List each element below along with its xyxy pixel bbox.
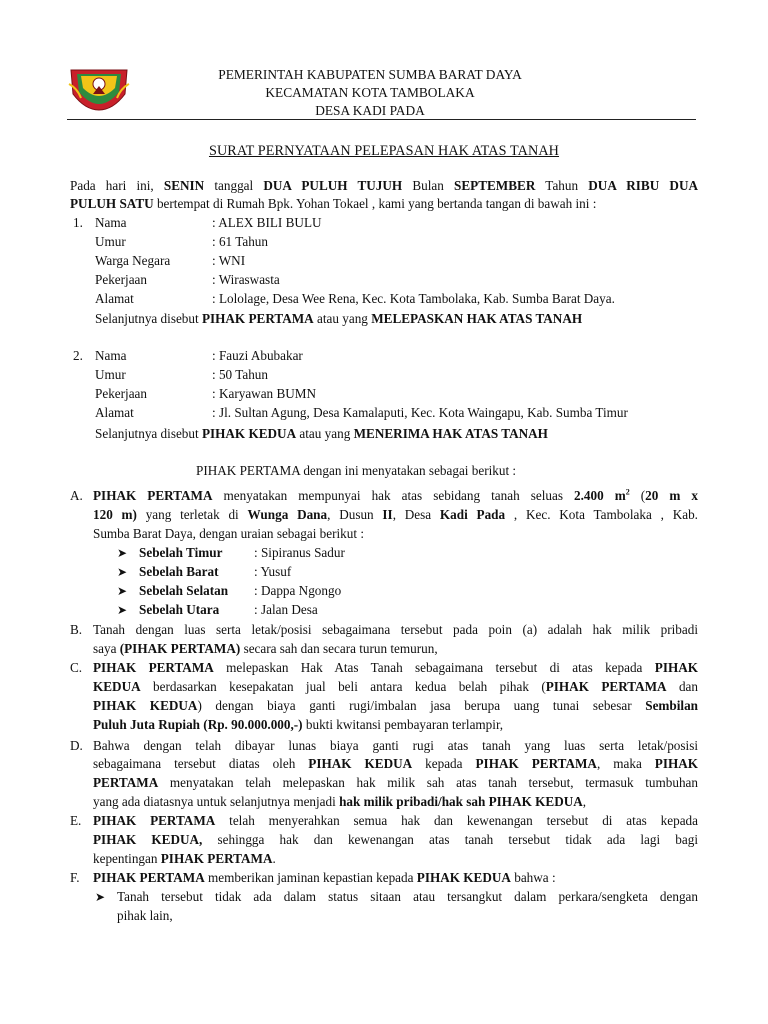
item-a-line-2: 120 m) yang terletak di Wunga Dana, Dusun II, Desa Kadi Pada , Kec. Kota Tambolaka , Kab.	[93, 507, 698, 522]
arrowhead-bullet-icon: ➤	[117, 546, 128, 560]
item-b-line-2: saya (PIHAK PERTAMA) secara sah dan secara turun temurun,	[93, 641, 438, 656]
item-c-line-3: PIHAK KEDUA) dengan biaya ganti rugi/imbalan jasa berupa uang tunai sebesar Sembilan	[93, 698, 698, 713]
party-2-label-age: Umur	[95, 367, 126, 382]
item-c-line-2: KEDUA berdasarkan kesepakatan jual beli antara kedua belah pihak (PIHAK PERTAMA dan	[93, 679, 699, 694]
intro-line-1: Pada hari ini, SENIN tanggal DUA PULUH TUJUH Bulan SEPTEMBER Tahun DUA RIBU DUA	[70, 178, 699, 193]
intro-line-2: PULUH SATU bertempat di Rumah Bpk. Yohan Tokael , kami yang bertanda tangan di bawah ini :	[70, 196, 597, 211]
item-c-line-1: PIHAK PERTAMA melepaskan Hak Atas Tanah sebagaimana tersebut di atas kepada PIHAK	[93, 660, 698, 675]
party-1-value-nationality: : WNI	[212, 253, 246, 268]
item-d-letter: D.	[70, 738, 83, 753]
party-1-value-name: : ALEX BILI BULU	[212, 215, 322, 230]
item-d-line-1: Bahwa dengan telah dibayar lunas biaya ganti rugi atas tanah yang luas serta letak/posisi	[93, 738, 698, 753]
document-title: SURAT PERNYATAAN PELEPASAN HAK ATAS TANAH	[208, 143, 560, 159]
item-d-line-3: PERTAMA menyatakan telah melepaskan hak milik sah atas tanah tersebut, termasuk tumbuhan	[93, 775, 698, 790]
arrowhead-bullet-icon: ➤	[117, 603, 128, 617]
item-f-bullet-line-2: pihak lain,	[117, 908, 173, 923]
item-e-line-2: PIHAK KEDUA, sehingga hak dan kewenangan atas tanah tersebut tidak ada lagi bagi	[93, 832, 698, 847]
letterhead	[140, 66, 600, 120]
item-a-line-3: Sumba Barat Daya, dengan uraian sebagai berikut :	[93, 526, 364, 541]
party-2-label-address: Alamat	[95, 405, 134, 420]
border-west: ➤ Sebelah Barat	[117, 564, 219, 579]
border-south-value: : Dappa Ngongo	[254, 583, 342, 598]
item-d-line-4: yang ada diatasnya untuk selanjutnya menjadi hak milik pribadi/hak sah PIHAK KEDUA,	[93, 794, 587, 809]
party-2-value-age: : 50 Tahun	[212, 367, 268, 382]
party-1-value-address: : Lololage, Desa Wee Rena, Kec. Kota Tambolaka, Kab. Sumba Barat Daya.	[212, 291, 615, 306]
party-1-label-job: Pekerjaan	[95, 272, 147, 287]
header-line-2: KECAMATAN KOTA TAMBOLAKA	[265, 85, 475, 100]
party-1-value-job: : Wiraswasta	[212, 272, 280, 287]
party-1-label-nationality: Warga Negara	[95, 253, 171, 268]
item-e-line-1: PIHAK PERTAMA telah menyerahkan semua hak dan kewenangan tersebut di atas kepada	[93, 813, 699, 828]
border-east-value: : Sipiranus Sadur	[254, 545, 345, 560]
party-1-label-age: Umur	[95, 234, 126, 249]
item-c-letter: C.	[70, 660, 83, 675]
item-f-bullet-line-1: Tanah tersebut tidak ada dalam status sitaan atau tersangkut dalam perkara/sengketa dengan	[117, 889, 698, 904]
statement-line: PIHAK PERTAMA dengan ini menyatakan sebagai berikut :	[196, 463, 517, 478]
regency-crest-icon	[67, 64, 131, 112]
arrowhead-bullet-icon: ➤	[95, 890, 106, 904]
arrowhead-bullet-icon: ➤	[117, 584, 128, 598]
party-2-number: 2.	[73, 348, 83, 363]
party-1-label-name: Nama	[95, 215, 127, 230]
party-1-number: 1.	[73, 215, 83, 230]
item-f-letter: F.	[70, 870, 80, 885]
item-b-letter: B.	[70, 622, 83, 637]
party-2-designation: Selanjutnya disebut PIHAK KEDUA atau yang MENERIMA HAK ATAS TANAH	[95, 426, 548, 441]
header-line-3: DESA KADI PADA	[315, 103, 425, 118]
party-2-label-job: Pekerjaan	[95, 386, 147, 401]
party-2-value-address: : Jl. Sultan Agung, Desa Kamalaputi, Kec. Kota Waingapu, Kab. Sumba Timur	[212, 405, 628, 420]
party-1-value-age: : 61 Tahun	[212, 234, 268, 249]
item-f-line-1: PIHAK PERTAMA memberikan jaminan kepastian kepada PIHAK KEDUA bahwa :	[93, 870, 556, 885]
item-d-line-2: sebagaimana tersebut diatas oleh PIHAK KEDUA kepada PIHAK PERTAMA, maka PIHAK	[93, 756, 699, 771]
party-1-label-address: Alamat	[95, 291, 134, 306]
item-a-letter: A.	[70, 488, 83, 503]
border-south: ➤ Sebelah Selatan	[117, 583, 229, 598]
item-c-line-4: Puluh Juta Rupiah (Rp. 90.000.000,-) bukti kwitansi pembayaran terlampir,	[93, 717, 504, 732]
party-2-value-name: : Fauzi Abubakar	[212, 348, 303, 363]
item-a-line-1: PIHAK PERTAMA menyatakan mempunyai hak atas sebidang tanah seluas 2.400 $m^2$ (20 m x	[93, 487, 698, 503]
item-e-line-3: kepentingan PIHAK PERTAMA.	[93, 851, 276, 866]
border-east: ➤ Sebelah Timur	[117, 545, 223, 560]
header-line-1: PEMERINTAH KABUPATEN SUMBA BARAT DAYA	[218, 67, 522, 82]
party-1-designation: Selanjutnya disebut PIHAK PERTAMA atau yang MELEPASKAN HAK ATAS TANAH	[95, 311, 583, 326]
party-2-label-name: Nama	[95, 348, 127, 363]
border-north: ➤ Sebelah Utara	[117, 602, 220, 617]
item-b-line-1: Tanah dengan luas serta letak/posisi sebagaimana tersebut pada poin (a) adalah hak milik pribadi	[93, 622, 698, 637]
party-2-value-job: : Karyawan BUMN	[212, 386, 317, 401]
border-north-value: : Jalan Desa	[254, 602, 318, 617]
border-west-value: : Yusuf	[254, 564, 292, 579]
arrowhead-bullet-icon: ➤	[117, 565, 128, 579]
item-e-letter: E.	[70, 813, 82, 828]
header-divider	[67, 119, 696, 120]
